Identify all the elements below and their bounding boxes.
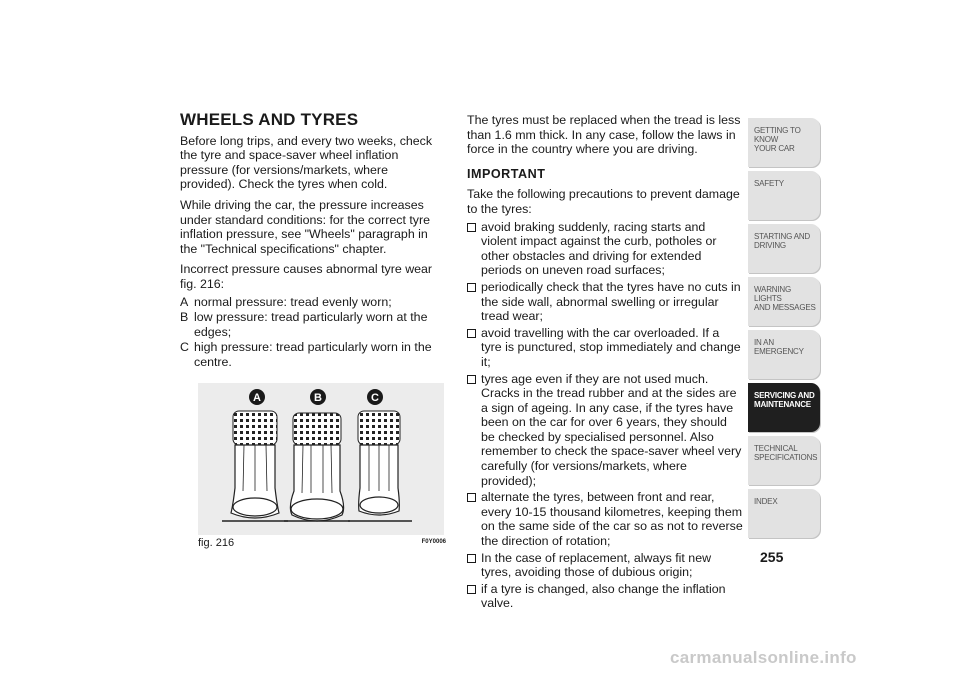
tyre-c-icon (348, 411, 412, 521)
tab-getting-to-know[interactable] (748, 118, 820, 167)
tab-label: MAINTENANCE (754, 400, 811, 409)
tab-label: YOUR CAR (754, 144, 795, 153)
list-item (180, 295, 442, 310)
precautions-list (467, 220, 743, 611)
tab-label: IN AN EMERGENCY (754, 338, 804, 356)
tab-servicing-maintenance[interactable] (748, 383, 820, 432)
tab-label: SPECIFICATIONS (754, 453, 818, 462)
pressure-paragraph: While driving the car, the pressure increases under standard conditions: for the correct tyre inflation pressure, see "Wheels" paragraph in the "Technical specifications" chapter. (180, 197, 431, 256)
item-text: low pressure: tread particularly worn at the edges; (194, 310, 428, 339)
replace-paragraph: The tyres must be replaced when the tread is less than 1.6 mm thick. In any case, follow the laws in force in the country where you are driving. (467, 113, 741, 157)
figure-code: F0Y0006 (421, 539, 446, 545)
list-item (467, 280, 743, 324)
right-column (467, 113, 743, 613)
figure-number: fig. 216 (198, 537, 235, 549)
tab-label: STARTING AND (754, 232, 810, 241)
checkbox-icon (467, 375, 476, 384)
label-c: C (371, 392, 379, 404)
tyre-illustration (198, 383, 444, 535)
precautions-paragraph: Take the following precautions to prevent damage to the tyres: (467, 187, 740, 216)
tab-label: GETTING TO KNOW (754, 126, 801, 144)
bullet-text: if a tyre is changed, also change the inflation valve. (481, 581, 726, 611)
watermark-text: carmanualsonline.info (670, 648, 857, 667)
tab-technical-specs[interactable] (748, 436, 820, 485)
list-item (467, 490, 743, 548)
tab-label: AND MESSAGES (754, 303, 816, 312)
tab-starting-driving[interactable] (748, 224, 820, 273)
bullet-text: avoid travelling with the car overloaded. If a tyre is punctured, stop immediately and change it; (481, 325, 741, 369)
tyre-wear-figure (198, 383, 444, 535)
item-text: normal pressure: tread evenly worn; (194, 294, 392, 309)
item-key: A (180, 294, 189, 309)
intro-paragraph: Before long trips, and every two weeks, check the tyre and space-saver wheel inflation pressure (for versions/markets, where provided). Check the tyres when cold. (180, 133, 433, 192)
left-column (180, 110, 442, 371)
bullet-text: avoid braking suddenly, racing starts and violent impact against the curb, potholes or other obstacles and driving for extended periods on uneven road surfaces; (481, 219, 717, 278)
checkbox-icon (467, 223, 476, 232)
figure-caption (198, 537, 446, 549)
tab-label: INDEX (754, 497, 778, 506)
important-heading: IMPORTANT (467, 166, 546, 181)
bullet-text: alternate the tyres, between front and rear, every 10-15 thousand kilometres, keeping them on the same side of the car so as not to reverse the direction of rotation; (481, 490, 743, 549)
tab-index[interactable] (748, 489, 820, 538)
item-key: B (180, 310, 189, 325)
tab-label: DRIVING (754, 241, 786, 250)
section-title: WHEELS AND TYRES (180, 110, 359, 129)
list-item (467, 326, 743, 370)
bullet-text: tyres age even if they are not used much. Cracks in the tread rubber and at the sides are a sign of ageing. In any case, if the tyres have been on the car for over 6 years, they should be checked by specialised personnel. Also remember to check the space-saver wheel very carefully (for versions/markets, where provided); (481, 371, 742, 488)
chapter-tabs (748, 118, 820, 542)
tyre-a-icon (222, 411, 288, 521)
page-number: 255 (760, 549, 784, 565)
list-item (467, 582, 743, 611)
tab-label: WARNING LIGHTS (754, 285, 791, 303)
list-item (180, 340, 442, 369)
checkbox-icon (467, 283, 476, 292)
item-key: C (180, 340, 189, 355)
tab-label: SERVICING AND (754, 391, 815, 400)
bullet-text: periodically check that the tyres have no cuts in the side wall, abnormal swelling or irregular tread wear; (481, 279, 741, 324)
list-item (180, 310, 442, 339)
tyre-b-icon (284, 413, 350, 521)
item-text: high pressure: tread particularly worn in the centre. (194, 340, 432, 369)
tab-label: TECHNICAL (754, 444, 798, 453)
tab-warning-lights[interactable] (748, 277, 820, 326)
tab-label: SAFETY (754, 179, 784, 188)
tab-safety[interactable] (748, 171, 820, 220)
label-b: B (314, 392, 322, 404)
bullet-text: In the case of replacement, always fit new tyres, avoiding those of dubious origin; (481, 550, 712, 580)
list-item (467, 551, 743, 580)
tab-emergency[interactable] (748, 330, 820, 379)
label-a: A (253, 392, 261, 404)
list-item (467, 220, 743, 278)
checkbox-icon (467, 554, 476, 563)
list-item (467, 372, 743, 489)
checkbox-icon (467, 493, 476, 502)
checkbox-icon (467, 329, 476, 338)
checkbox-icon (467, 585, 476, 594)
wear-paragraph: Incorrect pressure causes abnormal tyre wear fig. 216: (180, 262, 433, 291)
